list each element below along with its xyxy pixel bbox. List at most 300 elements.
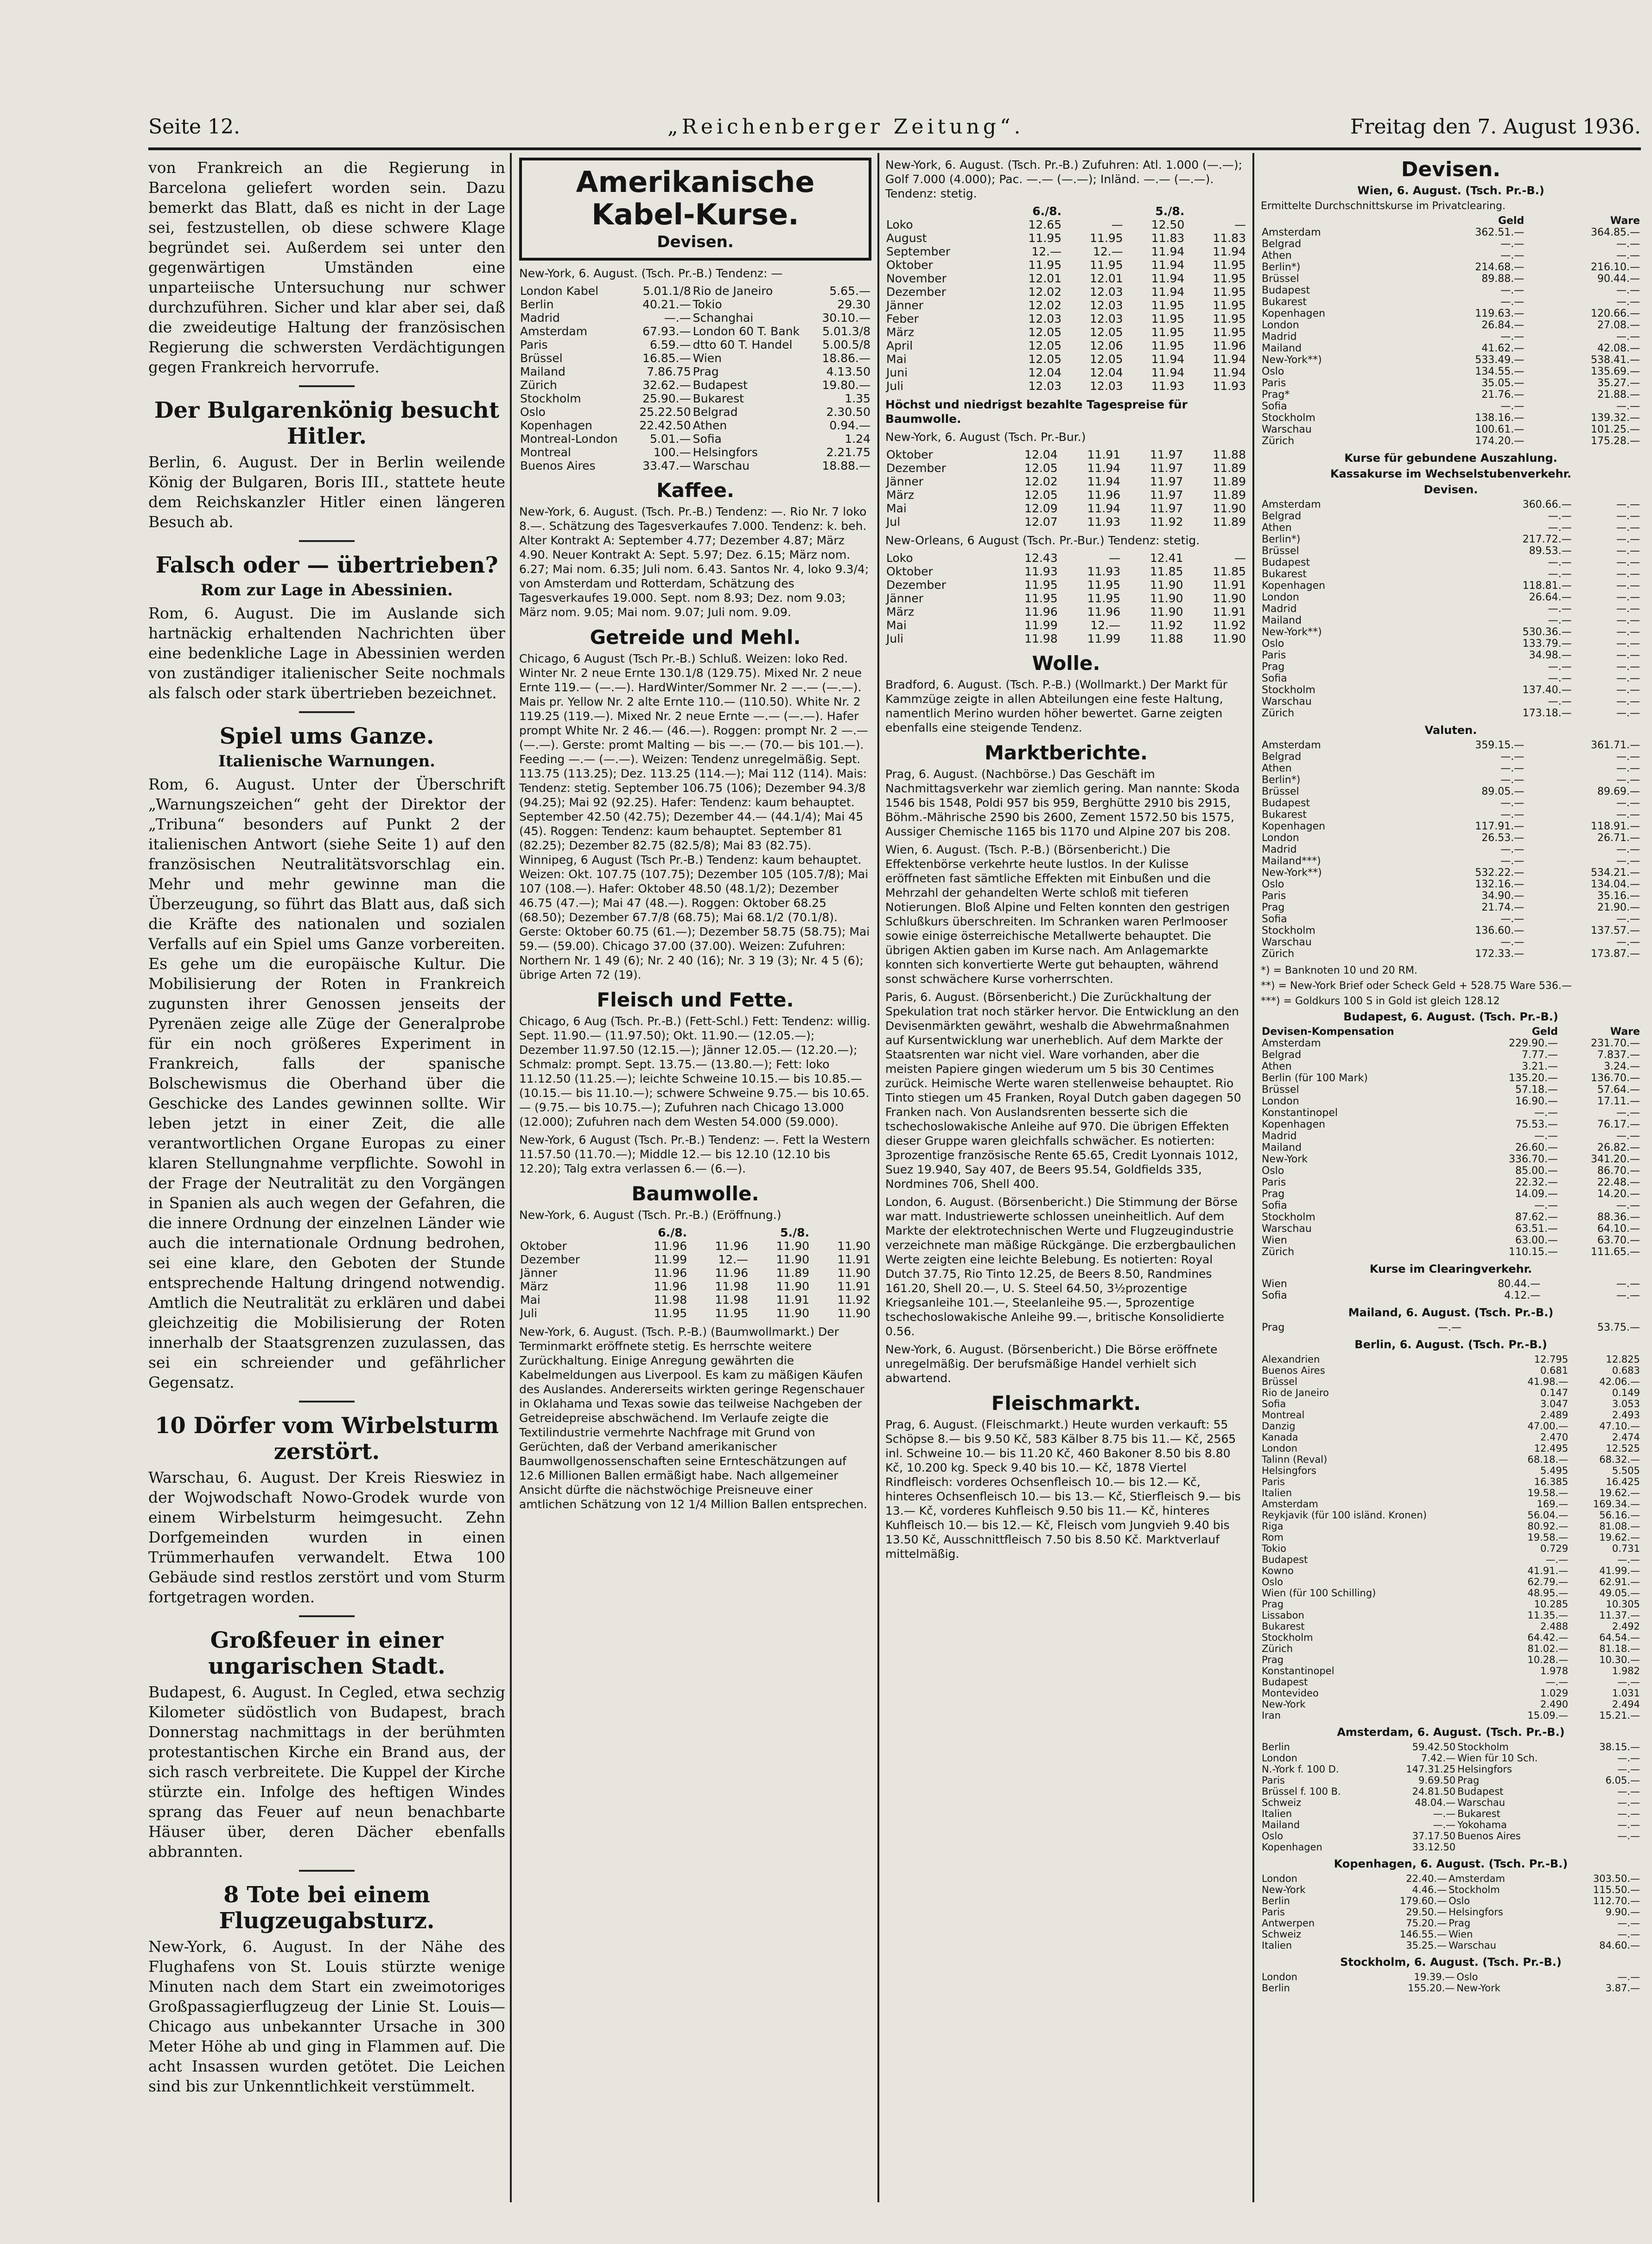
table-cell: Helsingfors — [1262, 1465, 1316, 1476]
table-cell: Brüssel — [1262, 273, 1299, 285]
table-row — [1261, 740, 1641, 751]
table-cell: 137.57.— — [1591, 925, 1640, 937]
table-row — [1261, 377, 1641, 389]
table-cell: —.— — [1616, 763, 1640, 774]
table-cell: 11.89 — [1213, 488, 1246, 502]
article-text: Budapest, 6. August. In Cegled, etwa sechzig Kilometer südöstlich von Budapest, brach Donnerstag nachmittags in der berühmten protestantischen Kirche ein Brand aus, der sich rasch verbreitete. Die Kuppel der Kirche stürzte ein. Infolge des heftigen Windes sprang das Feuer auf neun benachbarte Häuser über, deren Dächer ebenfalls abbrannten. — [148, 1683, 505, 1861]
table-cell: 146.55.— — [1399, 1929, 1447, 1940]
table-cell: 11.98 — [654, 1293, 687, 1307]
table-cell: 1.029 — [1540, 1688, 1569, 1699]
table-cell: 12.50 — [1151, 218, 1185, 231]
table-cell: 1.24 — [845, 432, 870, 446]
table-cell: Mailand — [1262, 343, 1302, 354]
table-cell: 538.41.— — [1591, 354, 1640, 366]
table-cell: —.— — [1616, 797, 1640, 809]
table-cell: 22.42.50 — [639, 419, 691, 432]
table-row — [885, 258, 1247, 272]
table-row — [519, 338, 871, 351]
clearing-table — [1261, 1278, 1641, 1301]
table-row — [885, 565, 1247, 578]
table-cell: 11.90 — [1213, 502, 1246, 515]
table-row — [1261, 499, 1641, 510]
table-row — [1261, 913, 1641, 925]
table-cell: 11.97 — [1150, 475, 1183, 488]
table-cell: 40.21.— — [642, 298, 691, 311]
table-row — [1261, 522, 1641, 534]
table-cell: 26.53.— — [1481, 832, 1525, 844]
table-cell: Brüssel — [1262, 1376, 1297, 1387]
table-row — [885, 488, 1247, 502]
table-cell: —.— — [1500, 401, 1525, 412]
table-cell: London — [1262, 1971, 1297, 1983]
table-cell: 132.16.— — [1475, 879, 1525, 890]
table-cell: August — [886, 231, 927, 245]
table-cell: Paris — [1262, 1775, 1285, 1786]
section-title: Amerikanische Kabel-Kurse. — [576, 165, 815, 231]
markt-london: London, 6. August. (Börsenbericht.) Die Stimmung der Börse war matt. Industriewerte schlossen uneinheitlich. Auf dem Markte der elektrotechnischen Werte und Flugzeugindustrie verzeichnete man mäßige Rückgänge. Die erzbergbaulichen Werte zeigten eine leichte Belebung. Es notierten: Royal Dutch 37.75, Rio Tinto 12.25, de Beers 8.50, Randmines 161.20, Shell 20.—, U. S. Steel 64.50, 3½prozentige Kriegsanleihe 101.—, Steelanleihe 95.—, 5prozentige tschechoslowakische Anleihe 99.—, britische Konsolidierte 0.56. — [885, 1195, 1238, 1338]
table-cell: 0.729 — [1540, 1543, 1569, 1554]
table-cell: 11.83 — [1151, 231, 1185, 245]
table-cell: 12.03 — [1090, 299, 1123, 312]
table-cell: 12.65 — [1028, 218, 1062, 231]
table-row — [885, 592, 1247, 605]
table-cell: 12.02 — [1024, 475, 1058, 488]
table-cell: Prag — [1262, 902, 1285, 913]
no-header: New-Orleans, 6 August (Tsch. Pr.-Bur.) Tendenz: stetig. — [885, 534, 1200, 547]
table-cell: Madrid — [1262, 1130, 1297, 1142]
table-cell: Jänner — [886, 475, 924, 488]
table-cell: —.— — [1617, 1677, 1640, 1688]
table-cell: London — [1262, 1443, 1297, 1454]
table-cell: 11.89 — [1213, 475, 1246, 488]
table-cell: Oktober — [886, 448, 933, 461]
table-cell: 21.74.— — [1481, 902, 1525, 913]
table-row — [1261, 1084, 1641, 1096]
table-cell: Berlin*) — [1262, 261, 1301, 273]
table-cell: —.— — [1617, 1786, 1640, 1797]
table-cell: 19.58.— — [1527, 1532, 1569, 1543]
table-cell: —.— — [1616, 615, 1640, 626]
table-cell: 34.90.— — [1481, 890, 1525, 902]
table-cell: 81.18.— — [1599, 1643, 1640, 1654]
table-cell: Belgrad — [1262, 1049, 1302, 1061]
table-cell: Paris — [1262, 377, 1286, 389]
table-cell: 11.92 — [837, 1293, 870, 1307]
table-row — [1261, 401, 1641, 412]
table-cell: Wien — [693, 351, 722, 365]
table-cell: Warschau — [1262, 696, 1312, 708]
table-cell: Stockholm — [1262, 684, 1315, 696]
table-cell: —.— — [1616, 1130, 1640, 1142]
table-cell: Oslo — [1262, 879, 1284, 890]
table-row — [1261, 1643, 1641, 1654]
table-row — [1261, 1476, 1641, 1487]
table-cell: Brüssel — [1262, 786, 1299, 797]
table-cell: 534.21.— — [1591, 867, 1640, 879]
table-cell: 1.978 — [1540, 1665, 1569, 1677]
table-cell: 80.44.— — [1498, 1278, 1541, 1290]
column-divider — [510, 153, 512, 2202]
table-cell: Belgrad — [1262, 751, 1302, 763]
table-cell: Amsterdam — [1262, 499, 1321, 510]
table-cell: 1.35 — [845, 392, 870, 405]
table-row — [1261, 1929, 1641, 1940]
table-row — [1261, 1365, 1641, 1376]
table-cell: Athen — [1262, 250, 1292, 261]
table-cell: Amsterdam — [520, 325, 588, 338]
table-row — [1261, 948, 1641, 960]
table-header-row — [519, 1226, 871, 1239]
table-cell: 11.95 — [1213, 285, 1246, 299]
table-cell: 12.04 — [1028, 366, 1062, 379]
markt-newyork: New-York, 6. August. (Börsenbericht.) Die Börse eröffnete unregelmäßig. Der berufsmäßige Handel verhielt sich abwartend. — [885, 1343, 1218, 1385]
table-cell: Oslo — [1449, 1895, 1470, 1906]
table-cell: 11.89 — [776, 1266, 810, 1280]
table-cell: —.— — [1500, 937, 1525, 948]
table-cell: Berlin — [520, 298, 554, 311]
table-cell: —.— — [1433, 1808, 1456, 1819]
table-cell: 19.62.— — [1599, 1532, 1640, 1543]
table-cell: 3.24.— — [1604, 1061, 1640, 1072]
table-cell: Paris — [1262, 1906, 1285, 1918]
table-cell: Athen — [693, 419, 727, 432]
baumwolle-report: New-York, 6. August. (Tsch. P.-B.) (Baumwollmarkt.) Der Terminmarkt eröffnete stetig. Es herrschte weitere Zurückhaltung. Einige Anregung gewährten die Kabelmeldungen aus Liverpool. Es kam zu mäßigen Käufen des Auslandes. Andererseits wirkten geringe Regenschauer in Oklahama und Texas sowie das teilweise Nachgeben der Getreidepreise abschwächend. Im Verlaufe zeigte die Textilindustrie vermehrte Nachfrage mit Grund von Gerüchten, daß der Verband amerikanischer Baumwollgenossenschaften seine Ernteschätzungen auf 12.6 Millionen Ballen ermäßigt habe. Nach allgemeiner Ansicht dürfte die nächstwöchige Preisneuve einer amtlichen Schätzung von 12 1/4 Million Ballen entsprechen. — [519, 1325, 867, 1511]
table-cell: 173.87.— — [1591, 948, 1640, 960]
table-row — [1261, 1918, 1641, 1929]
table-cell: 12.— — [1090, 618, 1121, 632]
table-cell: —.— — [1617, 1929, 1640, 1940]
table-row — [1261, 389, 1641, 401]
table-cell: 138.16.— — [1475, 412, 1525, 424]
table-cell: 359.15.— — [1475, 740, 1525, 751]
table-cell: Amsterdam — [1262, 1498, 1318, 1510]
table-cell: 5.495 — [1540, 1465, 1569, 1476]
table-cell: 17.11.— — [1597, 1096, 1640, 1107]
table-cell: 135.69.— — [1591, 366, 1640, 377]
table-row — [1261, 568, 1641, 580]
table-cell: 11.91 — [1087, 448, 1121, 461]
table-cell: —.— — [1500, 844, 1525, 855]
table-cell: —.— — [1500, 763, 1525, 774]
table-cell: Prag — [1262, 1654, 1284, 1665]
table-cell: März — [886, 325, 915, 339]
table-cell: Wien — [1262, 1278, 1287, 1290]
table-cell: 57.64.— — [1597, 1084, 1640, 1096]
table-row — [1261, 1621, 1641, 1632]
table-cell: Rio de Janeiro — [693, 284, 773, 298]
table-cell: 2.494 — [1612, 1699, 1640, 1710]
table-cell: 12.06 — [1090, 339, 1123, 352]
table-cell: Mai — [886, 352, 907, 366]
table-row — [519, 446, 871, 459]
table-cell: 3.21.— — [1522, 1061, 1558, 1072]
table-cell: 12.09 — [1024, 502, 1058, 515]
table-cell: 11.90 — [1213, 632, 1246, 645]
table-cell: 0.147 — [1540, 1387, 1569, 1398]
table-cell: 12.05 — [1024, 488, 1058, 502]
table-cell: London Kabel — [520, 284, 599, 298]
table-cell: Prag — [1262, 1599, 1284, 1610]
table-cell: 2.489 — [1540, 1409, 1569, 1421]
column-header — [519, 1226, 627, 1239]
table-row — [1261, 1764, 1641, 1775]
table-cell: 41.98.— — [1527, 1376, 1569, 1387]
table-row — [1261, 1830, 1641, 1842]
table-cell: —.— — [1500, 296, 1525, 308]
table-row — [1261, 1554, 1641, 1565]
table-cell: 12.43 — [1024, 551, 1058, 565]
table-cell: 21.90.— — [1597, 902, 1640, 913]
table-cell: Juli — [520, 1307, 538, 1320]
table-cell: 11.88 — [1213, 448, 1246, 461]
table-row — [1261, 1487, 1641, 1498]
table-row — [1261, 580, 1641, 592]
table-cell: Brüssel — [1262, 1084, 1299, 1096]
table-cell: April — [886, 339, 913, 352]
valuten-header: Valuten. — [1424, 724, 1477, 737]
table-cell: 214.68.— — [1475, 261, 1525, 273]
table-cell: 530.36.— — [1522, 626, 1572, 638]
table-cell: Belgrad — [693, 405, 738, 419]
table-cell: Kopenhagen — [1262, 1842, 1322, 1853]
table-cell: —.— — [1616, 545, 1640, 557]
table-row — [1261, 1532, 1641, 1543]
table-cell: 11.90 — [837, 1266, 870, 1280]
table-cell: 12.05 — [1024, 461, 1058, 475]
table-cell: 12.04 — [1090, 366, 1123, 379]
table-cell: Oktober — [520, 1239, 567, 1253]
table-cell: 12.02 — [1028, 299, 1062, 312]
table-row — [1261, 1421, 1641, 1432]
table-cell: Konstantinopel — [1262, 1665, 1334, 1677]
table-cell: Oslo — [1262, 1830, 1283, 1842]
table-row — [885, 448, 1247, 461]
table-cell: Mai — [520, 1293, 540, 1307]
table-cell: —.— — [1500, 238, 1525, 250]
table-cell: Budapest — [1262, 557, 1310, 568]
table-cell: 173.18.— — [1522, 708, 1572, 719]
table-cell: —.— — [1616, 499, 1640, 510]
table-cell: Oslo — [1456, 1971, 1478, 1983]
table-cell: Tokio — [693, 298, 722, 311]
table-cell: Warschau — [1457, 1797, 1506, 1808]
table-cell: Prag — [1457, 1775, 1480, 1786]
table-cell: —.— — [1548, 696, 1572, 708]
table-row — [1261, 1154, 1641, 1165]
table-cell: 11.95 — [1151, 299, 1185, 312]
table-row — [519, 311, 871, 325]
table-cell: Helsingfors — [693, 446, 758, 459]
table-cell: —.— — [1548, 568, 1572, 580]
table-cell: 119.63.— — [1475, 308, 1525, 319]
table-cell: Buenos Aires — [1457, 1830, 1521, 1842]
table-cell: Brüssel — [1262, 545, 1299, 557]
table-cell: Montreal-London — [520, 432, 618, 446]
table-cell: 68.18.— — [1527, 1454, 1569, 1465]
column-header: 5./8. — [1155, 204, 1185, 218]
table-cell: Berlin*) — [1262, 534, 1301, 545]
table-cell: 11.90 — [776, 1280, 810, 1293]
devisen-table — [519, 284, 871, 472]
table-cell: 49.05.— — [1599, 1587, 1640, 1599]
column-header: Ware — [1610, 1026, 1640, 1038]
table-cell: 336.70.— — [1509, 1154, 1558, 1165]
table-cell: 22.48.— — [1597, 1177, 1640, 1188]
table-cell: 175.28.— — [1591, 435, 1640, 447]
table-row — [885, 285, 1247, 299]
table-cell: 86.70.— — [1597, 1165, 1640, 1177]
table-cell: 12.01 — [1028, 272, 1062, 285]
table-cell: Kanada — [1262, 1432, 1298, 1443]
table-cell: 12.04 — [1024, 448, 1058, 461]
table-cell: 59.42.50 — [1412, 1741, 1456, 1753]
table-cell: —.— — [1616, 673, 1640, 684]
table-cell: 11.96 — [715, 1266, 749, 1280]
table-cell: 2.488 — [1540, 1621, 1569, 1632]
table-cell: 41.99.— — [1599, 1565, 1640, 1576]
hn-sub: New-York, 6. August (Tsch. Pr.-Bur.) — [885, 430, 1086, 444]
table-cell: 10.30.— — [1599, 1654, 1640, 1665]
separator — [299, 540, 355, 542]
table-cell: 100.61.— — [1475, 424, 1525, 435]
table-cell: 217.72.— — [1522, 534, 1572, 545]
table-row — [1261, 1665, 1641, 1677]
table-cell: 12.03 — [1090, 379, 1123, 393]
table-cell: —.— — [1500, 331, 1525, 343]
table-cell: 26.82.— — [1597, 1142, 1640, 1154]
table-cell: Mai — [886, 502, 907, 515]
table-cell: 11.95 — [1213, 312, 1246, 325]
table-cell: 2.21.75 — [826, 446, 870, 459]
table-cell: 9.90.— — [1605, 1906, 1640, 1918]
table-cell: Reykjavik (für 100 isländ. Kronen) — [1262, 1510, 1427, 1521]
table-cell: 89.05.— — [1481, 786, 1525, 797]
table-cell: 11.83 — [1213, 231, 1246, 245]
table-cell: Feber — [886, 312, 919, 325]
table-row — [885, 245, 1247, 258]
issue-date: Freitag den 7. August 1936. — [1350, 115, 1641, 139]
table-cell: 19.58.— — [1527, 1487, 1569, 1498]
table-cell: 12.03 — [1090, 285, 1123, 299]
table-cell: 22.40.— — [1406, 1873, 1447, 1884]
valuten-table — [1261, 740, 1641, 960]
table-cell: Montevideo — [1262, 1688, 1319, 1699]
table-cell: Amsterdam — [1262, 740, 1321, 751]
markt-wien: Wien, 6. August. (Tsch. P.-B.) (Börsenbericht.) Die Effektenbörse verkehrte heute lustlos. In der Kulisse eröffneten fast sämtliche Effekten mit Einbußen und die Mehrzahl der gehandelten Werte schloß mit tieferen Notierungen. Bloß Alpine und Felten konnten den gestrigen Schlußkurs überschreiten. Im Schranken waren Perlmooser sowie einige österreichische Metallwerte behauptet. Die übrigen Aktien gaben im Kurse nach. Am Anlagemarkte konnten sich konvertierte Werte gut behaupten, während sonst schwächere Kurse vorherrschten. — [885, 843, 1230, 986]
table-row — [1261, 435, 1641, 447]
column-divider — [877, 153, 879, 2202]
article-text: Rom, 6. August. Unter der Überschrift „Warnungszeichen“ geht der Direktor der „Tribuna“ besonders auf Punkt 2 der italienischen Antwort (siehe Seite 1) auf den französischen Neutralitätsvorschlag ein. Mehr und mehr gewinne man die Überzeugung, so führt das Blatt aus, daß sich die Kräfte des nationalen und sozialen Verfalls auf ein Spiel ums Ganze vorbereiten. Es gehe um die europäische Kultur. Die Mobilisierung der Roten in Frankreich zugunsten ihrer Genossen jenseits der Pyrenäen zeige alle Züge der Generalprobe für ein noch größeres Experiment in Frankreich, falls der spanische Bolschewismus die Oberhand über die Geschicke des Landes gewinnen sollte. Wir leben jetzt in einer Zeit, die alle verantwortlichen Organe Europas zu einer klaren Stellungnahme verpflichte. Sowohl in der Frage der Neutralität zu den Vorgängen in Spanien als auch wegen der Gefahren, die die innere Ordnung der einzelnen Länder wie auch die internationale Ordnung bedrohen, sei eine klare, den Geboten der Stunde entsprechende Haltung dringend notwendig. Amtlich die Neutralität zu erklären und dabei gleichzeitig die Mobilisierung der Roten innerhalb der Staatsgrenzen zuzulassen, das sei ein schreiender und gefährlicher Gegensatz. — [148, 775, 505, 1391]
column-header — [1062, 204, 1124, 218]
budapest-header: Budapest, 6. August. (Tsch. Pr.-B.) — [1343, 1010, 1558, 1023]
table-cell: —.— — [1534, 1130, 1558, 1142]
wolle-text: Bradford, 6. August. (Tsch. P.-B.) (Wollmarkt.) Der Markt für Kammzüge zeigte in allen Abteilungen eine feste Haltung, namentlich Merino wurden höher bewertet. Garne zeigten ebenfalls eine steigende Tendenz. — [885, 678, 1228, 734]
table-cell: Wien — [1449, 1929, 1473, 1940]
column-header — [688, 1226, 749, 1239]
column-header — [810, 1226, 871, 1239]
table-row — [885, 218, 1247, 231]
table-cell: Bukarest — [1457, 1808, 1500, 1819]
table-cell: —.— — [1433, 1819, 1456, 1830]
table-cell: —.— — [1616, 238, 1640, 250]
table-row — [1261, 227, 1641, 238]
table-cell: 12.41 — [1150, 551, 1183, 565]
table-cell: —.— — [1617, 1808, 1640, 1819]
table-cell: 3.053 — [1612, 1398, 1640, 1409]
table-cell: 21.88.— — [1597, 389, 1640, 401]
table-cell — [1456, 1842, 1578, 1853]
table-row — [1261, 603, 1641, 615]
table-cell: Berlin*) — [1262, 774, 1301, 786]
table-cell: —.— — [1545, 1677, 1569, 1688]
table-cell: 16.385 — [1534, 1476, 1569, 1487]
table-cell: 2.30.50 — [826, 405, 870, 419]
mailand-header: Mailand, 6. August. (Tsch. Pr.-B.) — [1348, 1306, 1554, 1319]
table-cell: 64.54.— — [1599, 1632, 1640, 1643]
table-cell: 0.681 — [1540, 1365, 1569, 1376]
table-cell: 32.62.— — [642, 378, 691, 392]
table-cell: Oslo — [520, 405, 546, 419]
column-header: Geld — [1531, 1026, 1558, 1038]
table-cell: Stockholm — [520, 392, 581, 405]
table-cell: Budapest — [1262, 1554, 1308, 1565]
table-cell: 169.— — [1537, 1498, 1569, 1510]
table-cell: —.— — [664, 311, 691, 325]
table-cell: Lissabon — [1262, 1610, 1304, 1621]
table-cell: 30.10.— — [822, 311, 870, 325]
table-cell: 4.12.— — [1504, 1290, 1541, 1301]
table-cell: 48.04.— — [1415, 1797, 1456, 1808]
table-cell: Berlin (für 100 Mark) — [1262, 1072, 1368, 1084]
table-cell: Warschau — [1262, 937, 1312, 948]
column-3 — [885, 158, 1247, 2198]
table-cell: Budapest — [1262, 1677, 1308, 1688]
table-cell: Bukarest — [693, 392, 744, 405]
kaffee-title: Kaffee. — [656, 479, 734, 502]
table-row — [519, 325, 871, 338]
table-cell: Kopenhagen — [1262, 308, 1326, 319]
table-row — [1261, 1599, 1641, 1610]
table-cell: Yokohama — [1457, 1819, 1507, 1830]
page-number: Seite 12. — [148, 115, 240, 139]
berlin-table — [1261, 1354, 1641, 1721]
section-box — [519, 158, 871, 261]
table-row — [1261, 751, 1641, 763]
table-row — [1261, 1290, 1641, 1301]
table-cell: 117.91.— — [1475, 821, 1525, 832]
table-row — [1261, 1322, 1641, 1333]
table-row — [1261, 1688, 1641, 1699]
table-row — [1261, 1510, 1641, 1521]
table-cell: Oslo — [1262, 638, 1284, 650]
table-cell: Danzig — [1262, 1421, 1296, 1432]
table-row — [1261, 1443, 1641, 1454]
table-cell: Wien (für 100 Schilling) — [1262, 1587, 1376, 1599]
table-cell: Juni — [886, 366, 908, 379]
table-cell: 10.285 — [1534, 1599, 1569, 1610]
table-cell: 76.17.— — [1597, 1119, 1640, 1130]
table-cell: 0.94.— — [829, 419, 870, 432]
table-cell: London — [1262, 1873, 1297, 1884]
table-cell: Oslo — [1262, 1165, 1284, 1177]
table-cell: 341.20.— — [1591, 1154, 1640, 1165]
wien-subheader: Ermittelte Durchschnittskurse im Privatclearing. — [1261, 200, 1506, 212]
table-cell: Warschau — [1449, 1940, 1496, 1951]
table-cell: Berlin — [1262, 1983, 1290, 1994]
table-cell: 33.47.— — [642, 459, 691, 472]
table-cell: 33.12.50 — [1412, 1842, 1456, 1853]
table-cell: 137.40.— — [1522, 684, 1572, 696]
